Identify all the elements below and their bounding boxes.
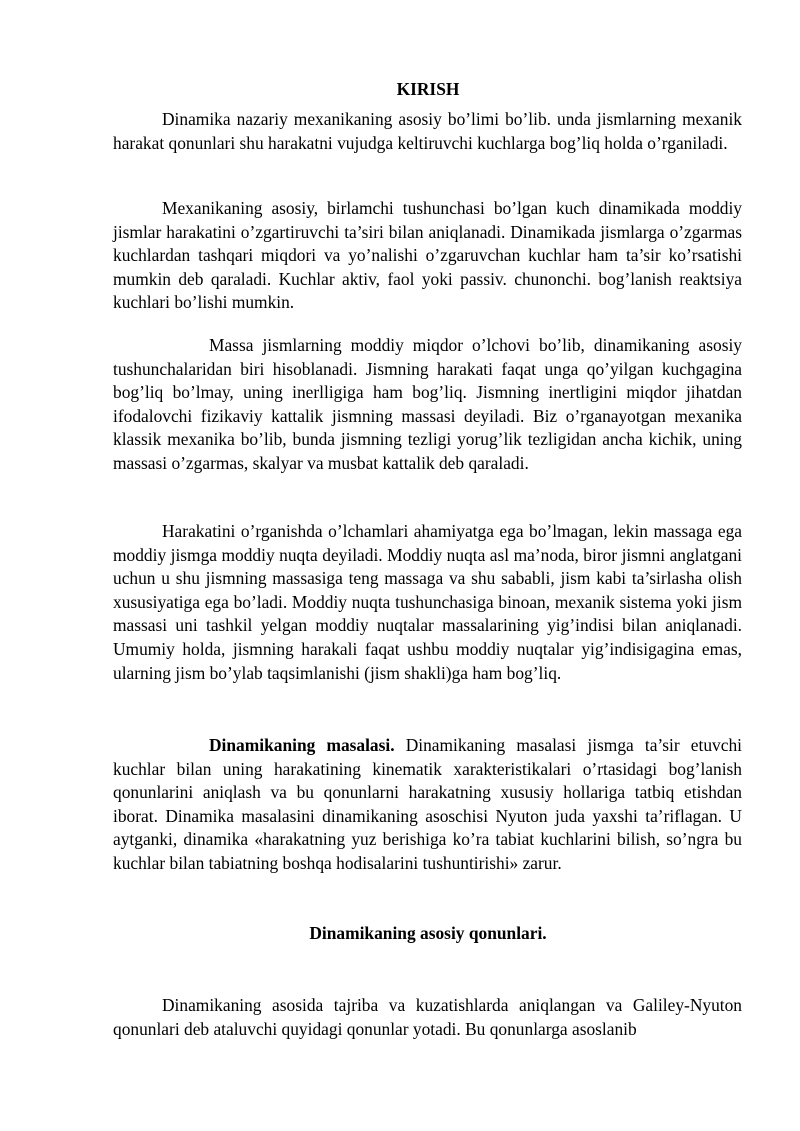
paragraph-material-point: Harakatini o’rganishda o’lchamlari ahamiyatga ega bo’lmagan, lekin massaga ega moddiy jismga moddiy nuqta deyiladi. Moddiy nuqta asl ma’noda, biror jismni anglatgani uchun u shu jismning massasiga teng massaga va shu sababli, jism kabi ta’sirlasha olish xususiyatiga ega bo’ladi. Moddiy nuqta tushunchasiga binoan, mexanik sistema yoki jism massasi uni tashkil yelgan moddiy nuqtalar massalarining yig’indisi bilan aniqlanadi. Umumiy holda, jismning harakali faqat ushbu moddiy nuqtalar yig’indisigagina emas, ularning jism bo’ylab taqsimlanishi (jism shakli)ga ham bog’liq. <box>113 521 742 683</box>
section-heading: Dinamikaning asosiy qonunlari. <box>309 923 547 943</box>
paragraph-body: Dinamikaning masalasi jismga ta’sir etuvchi kuchlar bilan uning harakatining kinematik xarakteristikalari o’rtasidagi bog’lanish qonunlarini aniqlash va bu qonunlarni harakatning xususiy hollariga tatbiq etishdan iborat. Dinamika masalasini dinamikaning asoschisi Nyuton juda yaxshi ta’riflagan. U aytganki, dinamika «harakatning yuz berishiga ko’ra tabiat kuchlarini bilish, so’ngra bu kuchlar bilan tabiatning boshqa hodisalarini tushuntirishi» zarur. <box>113 735 742 873</box>
page-title: KIRISH <box>396 79 460 99</box>
paragraph-force: Mexanikaning asosiy, birlamchi tushunchasi bo’lgan kuch dinamikada moddiy jismlar harakatini o’zgartiruvchi ta’siri bilan aniqlanadi. Dinamikada jismlarga o’zgarmas kuchlardan tashqari miqdori va yo’nalishi o’zgaruvchan kuchlar ham ta’sir ko’rsatishi mumkin deb qaraladi. Kuchlar aktiv, faol yoki passiv. chunonchi. bog’lanish reaktsiya kuchlari bo’lishi mumkin. <box>113 198 742 313</box>
paragraph-mass: Massa jismlarning moddiy miqdor o’lchovi bo’lib, dinamikaning asosiy tushunchalaridan biri hisoblanadi. Jismning harakati faqat unga qo’yilgan kuchgagina bog’liq bo’lmay, uning inerlligiga ham bog’liq. Jismning inertligini miqdor jihatdan ifodalovchi fizikaviy kattalik jismning massasi deyiladi. Biz o’rganayotgan mexanika klassik mexanika bo’lib, bunda jismning tezligi yorug’lik tezligidan ancha kichik, uning massasi o’zgarmas, skalyar va musbat kattalik deb qaraladi. <box>113 335 742 473</box>
paragraph-dynamics-problem <box>113 734 742 876</box>
paragraph-intro: Dinamika nazariy mexanikaning asosiy bo’limi bo’lib. unda jismlarning mexanik harakat qonunlari shu harakatni vujudga keltiruvchi kuchlarga bog’liq holda o’rganiladi. <box>113 109 742 153</box>
paragraph-lead-term: Dinamikaning masalasi. <box>209 735 395 755</box>
paragraph-laws-intro: Dinamikaning asosida tajriba va kuzatishlarda aniqlangan va Galiley-Nyuton qonunlari deb ataluvchi quyidagi qonunlar yotadi. Bu qonunlarga asoslanib <box>113 995 742 1039</box>
